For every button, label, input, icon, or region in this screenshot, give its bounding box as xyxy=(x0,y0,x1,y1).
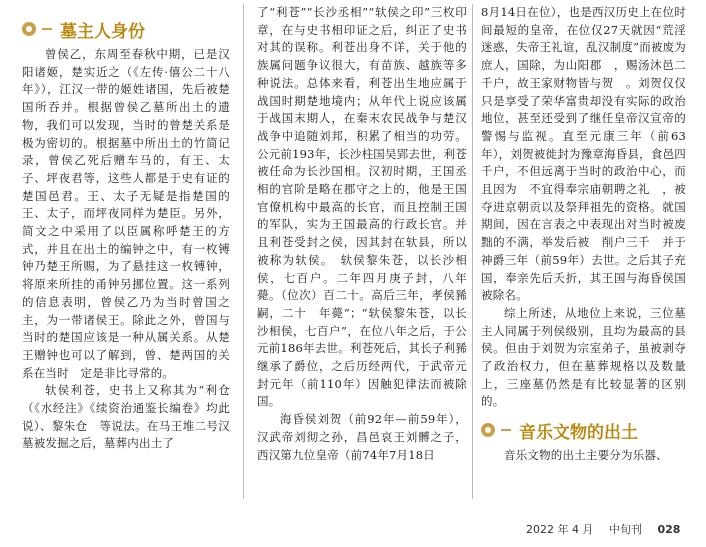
page-number: 028 xyxy=(657,523,681,536)
column-3 xyxy=(481,4,686,465)
paragraph: 了“利苍”“长沙丞相”“轪侯之印”三枚印章，在与史书相印证之后，纠正了史书对其的误称。利苍出身不详，关于他的族属问题争议很大，有苗族、越族等多种说法。总体来看，利苍出生地应属于战国时期楚地境内；从年代上说应该属于战国末期人，在秦末农民战争与楚汉战争中追随刘邦，积累了相当的功劳。公元前193年，长沙柱国吴郢去世，利苍被任命为长沙国相。汉初时期，王国丞相的官阶是略在郡守之上的，他是王国官僚机构中最高的长官，而且控制王国的军队，实为王国最高的行政长官。并且利苍受封之侯，因其封在轪县，所以被称为轪侯。 轪侯黎朱苍，以长沙相侯，七百户。二年四月庚子封，八年薨。（位次）百二十。高后三年，孝侯豨嗣，二十 年薨”；“轪侯黎朱苍，以长沙相侯，七百户”，在位八年之后，于公元前186年去世。利苍死后，其长子利豨继承了爵位，之后历经两代，于武帝元封元年（前110年）因触犯律法而被除国。 xyxy=(257,5,467,409)
paragraph: 曾侯乙，东周至春秋中期，已是汉阳诸姬，楚实近之（《左传·僖公二十八年》），江汉一带的姬姓诸国，先后被楚国所吞并。根据曾侯乙墓所出土的遗物，我们可以发现，当时的曾楚关系是极为密切的。根据墓中所出土的竹简记录，曾侯乙死后赠车马的，有王、太子、坪夜君等，这些人都是于史有证的楚国邑君。王、太子无疑是指楚国的王、太子，而坪夜同样为楚臣。另外，简文之中采用了以臣属称呼楚王的方式，并且在出土的编钟之中，有一枚镈钟乃楚王所赐，为了悬挂这一枚镈钟，将原来所挂的甬钟另挪位置。这一系列的信息表明，曾侯乙乃为当时曾国之主，为一带诸侯王。除此之外，曾国与当时的楚国应该是一种从属关系。从楚王赠钟也可以了解到，曾、楚两国的关系在当时 定是非比寻常的。 xyxy=(22,47,230,380)
journal-name: 中旬刊 xyxy=(608,523,642,536)
paragraph: 8月14日在位），也是西汉历史上在位时间最短的皇帝，在位仅27天就因“荒淫迷惑，失帝王礼谊，乱汉制度”而被废为庶人，国除，为山阳郡 ，赐汤沐邑二千户，故王家财物皆与贺 。刘贺仅仅只是享受了荣华富贵却没有实际的政治地位，甚至还受到了继任皇帝汉宣帝的警惕与监视。直至元康三年（前63年），刘贺被徙封为豫章海昏县，食邑四千户，不但远离于当时的政治中心，而且因为 不宜得奉宗庙朝聘之礼 ，被夺进京朝贡以及祭拜祖先的资格。就国期间，因在言表之中表现出对当时被废黜的不满，举发后被 削户三千 并于神爵三年（前59年）去世。之后其子充国，奉亲先后夭折，其王国与海昏侯国被除名。 xyxy=(481,5,686,303)
heading-dash xyxy=(42,28,52,30)
section-heading-tomb-owner xyxy=(22,18,230,40)
paragraph: 海昏侯刘贺（前92年—前59年），汉武帝刘彻之孙，昌邑哀王刘髆之子，西汉第九位皇帝（前74年7月18日 xyxy=(257,412,467,462)
issue-date: 2022 年 4 月 xyxy=(526,523,594,536)
paragraph: 轪侯利苍，史书上又称其为“利仓（《水经注》《续资治通鉴长编卷》均此说）、黎朱仓 等说法。在马王堆二号汉墓被发掘之后，墓葬内出土了 xyxy=(22,383,230,451)
heading-text: 音乐文物的出土 xyxy=(519,422,638,443)
paragraph: 综上所述，从地位上来说，三位墓主人同属于列侯级别，且均为最高的县侯。但由于刘贺为宗室弟子，虽被剥夺了政治权力，但在墓葬规格以及数量上，三座墓仍然是有比较显著的区别的。 xyxy=(481,305,686,409)
column-1 xyxy=(22,18,230,453)
column-divider xyxy=(472,4,473,499)
paragraph: 音乐文物的出土主要分为乐器、 xyxy=(504,448,668,463)
section-heading-music-relics xyxy=(481,419,686,441)
page-footer xyxy=(526,521,680,537)
heading-text: 墓主人身份 xyxy=(60,21,145,42)
column-divider xyxy=(243,4,244,499)
heading-dash xyxy=(501,429,511,431)
section-bullet-icon xyxy=(481,423,495,437)
column-2 xyxy=(257,4,467,464)
section-bullet-icon xyxy=(22,22,36,36)
